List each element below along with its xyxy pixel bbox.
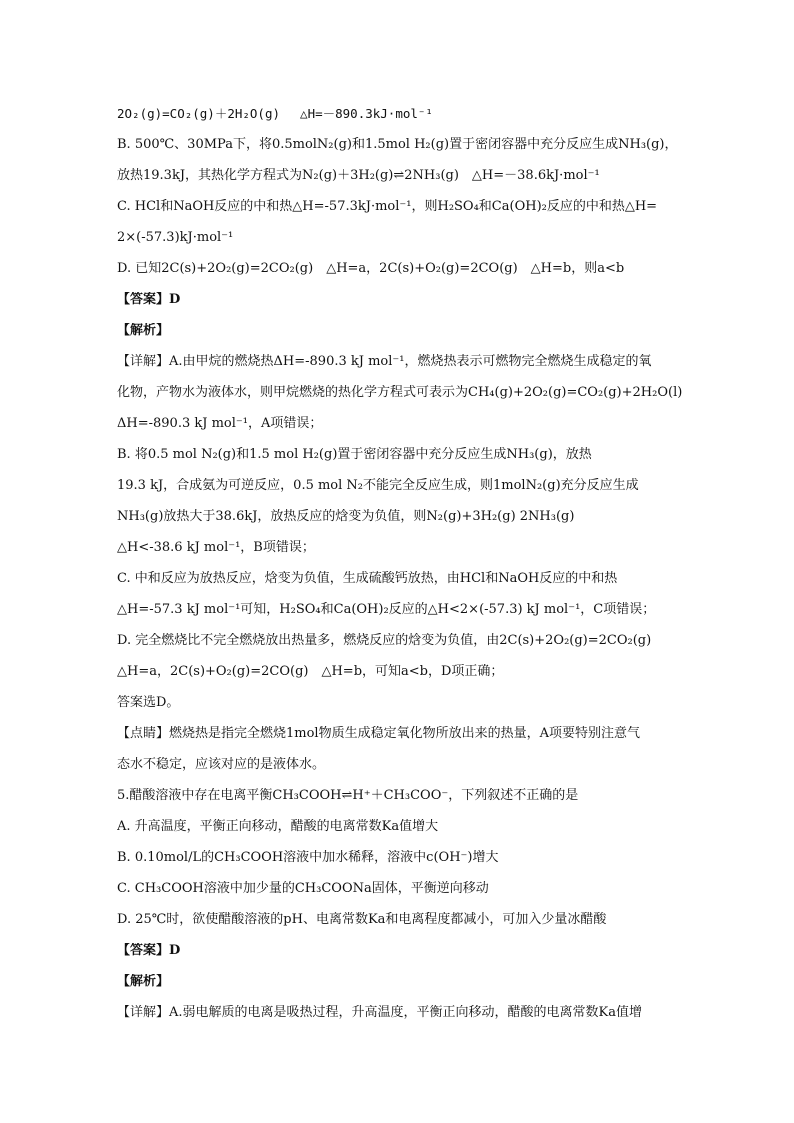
- key-point-line-1: 【点睛】燃烧热是指完全燃烧1mol物质生成稳定氧化物所放出来的热量，A项要特别注意气: [117, 726, 640, 741]
- question-5-detail-a: 【详解】A.弱电解质的电离是吸热过程，升高温度，平衡正向移动，醋酸的电离常数Ka值增: [117, 1005, 642, 1020]
- option-a-equation-continued: 2O₂(g)=CO₂(g)＋2H₂O(g) △H=－890.3kJ·mol⁻¹: [117, 106, 433, 121]
- question-5-option-c: C. CH₃COOH溶液中加少量的CH₃COONa固体，平衡逆向移动: [117, 881, 489, 896]
- option-c-line-1: C. HCl和NaOH反应的中和热△H=-57.3kJ·mol⁻¹，则H₂SO₄和Ca(OH)₂反应的中和热△H=: [117, 199, 658, 214]
- option-b-line-2: 放热19.3kJ，其热化学方程式为N₂(g)＋3H₂(g)⇌2NH₃(g) △H=－38.6kJ·mol⁻¹: [117, 168, 600, 183]
- option-b-line-1: B. 500℃、30MPa下，将0.5molN₂(g)和1.5mol H₂(g)置于密闭容器中充分反应生成NH₃(g)，: [117, 137, 678, 152]
- detail-b-line-3: NH₃(g)放热大于38.6kJ，放热反应的焓变为负值，则N₂(g)+3H₂(g) 2NH₃(g): [117, 509, 575, 524]
- detail-d-line-2: △H=a，2C(s)+O₂(g)=2CO(g) △H=b，可知a<b，D项正确；: [117, 664, 504, 679]
- question-5-answer-heading: 【答案】D: [117, 943, 181, 958]
- detail-c-line-1: C. 中和反应为放热反应，焓变为负值，生成硫酸钙放热，由HCl和NaOH反应的中和热: [117, 571, 618, 586]
- detail-b-line-2: 19.3 kJ，合成氨为可逆反应，0.5 mol N₂不能完全反应生成，则1molN₂(g)充分反应生成: [117, 478, 639, 493]
- analysis-heading: 【解析】: [117, 323, 170, 338]
- key-point-line-2: 态水不稳定，应该对应的是液体水。: [117, 757, 326, 772]
- question-5-analysis-heading: 【解析】: [117, 974, 170, 989]
- detail-b-line-4: △H<-38.6 kJ mol⁻¹，B项错误；: [117, 540, 315, 555]
- answer-heading: 【答案】D: [117, 292, 181, 307]
- answer-choice: 答案选D。: [117, 695, 180, 710]
- detail-a-line-3: ΔH=-890.3 kJ mol⁻¹，A项错误；: [117, 416, 323, 431]
- detail-a-line-2: 化物，产物水为液体水，则甲烷燃烧的热化学方程式可表示为CH₄(g)+2O₂(g)=CO₂(g)+2H₂O(l): [117, 385, 683, 400]
- question-5-option-b: B. 0.10mol/L的CH₃COOH溶液中加水稀释，溶液中c(OH⁻)增大: [117, 850, 499, 865]
- question-5-option-d: D. 25℃时，欲使醋酸溶液的pH、电离常数Ka和电离程度都减小，可加入少量冰醋酸: [117, 912, 607, 927]
- detail-a-line-1: 【详解】A.由甲烷的燃烧热ΔH=-890.3 kJ mol⁻¹，燃烧热表示可燃物完全燃烧生成稳定的氧: [117, 354, 652, 369]
- detail-d-line-1: D. 完全燃烧比不完全燃烧放出热量多，燃烧反应的焓变为负值，由2C(s)+2O₂(g)=2CO₂(g): [117, 633, 652, 648]
- option-c-line-2: 2×(-57.3)kJ·mol⁻¹: [117, 230, 234, 245]
- detail-c-line-2: △H=-57.3 kJ mol⁻¹可知，H₂SO₄和Ca(OH)₂反应的△H<2×(-57.3) kJ mol⁻¹，C项错误；: [117, 602, 656, 617]
- detail-b-line-1: B. 将0.5 mol N₂(g)和1.5 mol H₂(g)置于密闭容器中充分反应生成NH₃(g)，放热: [117, 447, 592, 462]
- question-5-option-a: A. 升高温度，平衡正向移动，醋酸的电离常数Ka值增大: [117, 819, 439, 834]
- option-d: D. 已知2C(s)+2O₂(g)=2CO₂(g) △H=a，2C(s)+O₂(g)=2CO(g) △H=b，则a<b: [117, 261, 625, 276]
- question-5-stem: 5.醋酸溶液中存在电离平衡CH₃COOH⇌H⁺＋CH₃COO⁻，下列叙述不正确的是: [117, 788, 579, 803]
